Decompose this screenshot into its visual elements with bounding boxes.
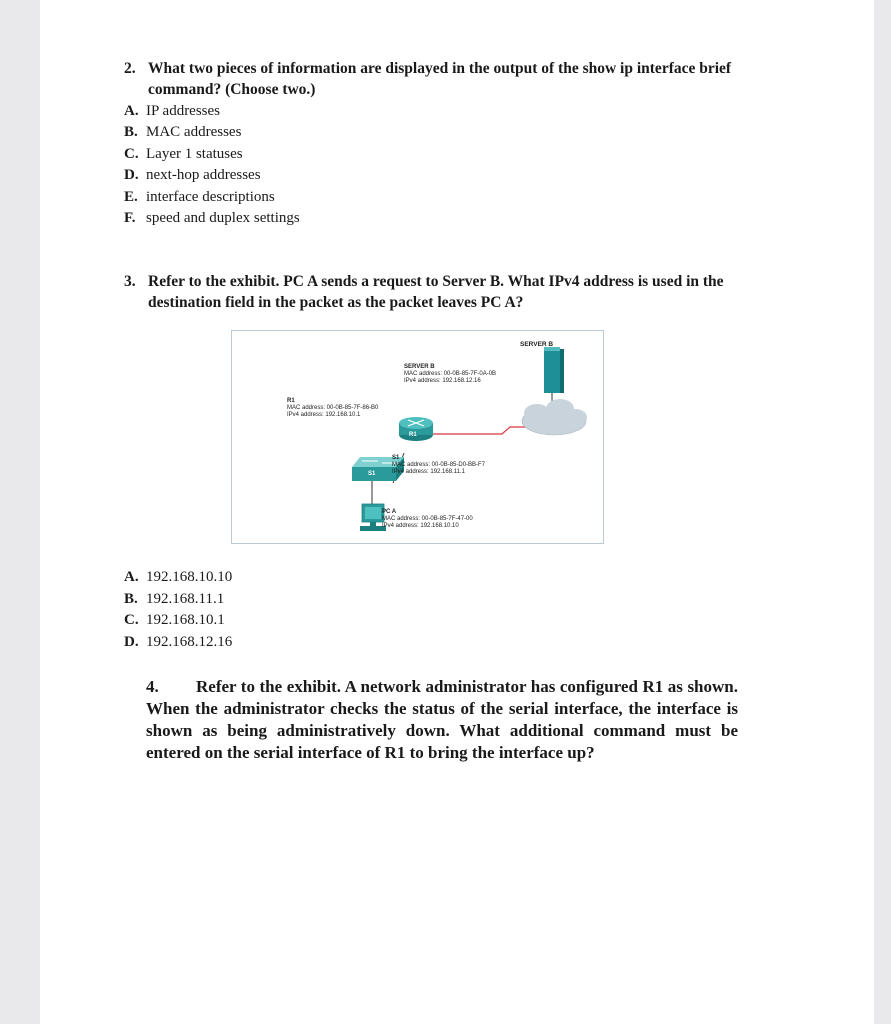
server-corner-label: SERVER B	[520, 341, 554, 348]
question-text: What two pieces of information are displayed in the output of the show ip interface brief command? (Choose two.)	[148, 60, 732, 98]
pca-mac: MAC address: 00-0B-85-7F-47-00	[382, 516, 473, 522]
r1-mac: MAC address: 00-0B-85-7F-86-B0	[287, 405, 379, 411]
option-text: 192.168.10.10	[146, 569, 233, 585]
option-letter: C.	[124, 612, 139, 628]
option-text: interface descriptions	[146, 189, 275, 205]
network-exhibit	[231, 330, 604, 544]
q3-option-b	[124, 589, 224, 610]
s1-icon-label: S1	[368, 471, 376, 477]
q2-option-c	[124, 144, 243, 165]
q2-option-e	[124, 187, 275, 208]
option-letter: E.	[124, 189, 138, 205]
q3-option-d	[124, 632, 232, 653]
q3-option-c	[124, 610, 225, 631]
question-text: Refer to the exhibit. A network administrator has configured R1 as shown. When the administrator checks the status of the serial interface, the interface is shown as being administratively down. What additional command must be entered on the serial interface of R1 to bring the interface up?	[146, 677, 738, 762]
q2-option-a	[124, 101, 220, 122]
question-number: 2.	[124, 60, 136, 77]
s1-info	[392, 455, 485, 476]
server-name: SERVER B	[404, 364, 435, 370]
r1-ip: IPv4 address: 192.168.10.1	[287, 412, 361, 418]
option-text: speed and duplex settings	[146, 210, 300, 226]
q2-option-f	[124, 208, 300, 229]
server-info	[404, 364, 496, 385]
option-letter: D.	[124, 634, 139, 650]
option-text: MAC addresses	[146, 124, 242, 140]
server-icon	[544, 347, 564, 393]
r1-icon-label: R1	[409, 432, 417, 438]
question-number: 4.	[146, 677, 159, 696]
option-letter: A.	[124, 569, 139, 585]
q2-option-d	[124, 165, 261, 186]
pca-info	[382, 509, 473, 530]
question-4	[146, 676, 738, 764]
link-r1-cloud	[433, 427, 527, 434]
r1-name: R1	[287, 398, 295, 404]
option-text: 192.168.11.1	[146, 591, 225, 607]
s1-name: S1	[392, 455, 400, 461]
s1-ip: IPv4 address: 192.168.11.1	[392, 469, 465, 475]
option-text: 192.168.10.1	[146, 612, 225, 628]
pca-name: PC A	[382, 509, 397, 515]
option-letter: F.	[124, 210, 136, 226]
s1-mac: MAC address: 00-0B-85-D0-BB-F7	[392, 462, 486, 468]
option-letter: C.	[124, 146, 139, 162]
option-letter: D.	[124, 167, 139, 183]
option-letter: B.	[124, 591, 138, 607]
cloud-icon	[522, 399, 587, 435]
r1-info	[287, 398, 378, 419]
question-number: 3.	[124, 273, 136, 290]
question-text: Refer to the exhibit. PC A sends a request to Server B. What IPv4 address is used in the destination field in the packet as the packet leaves PC A?	[148, 273, 724, 311]
option-text: Layer 1 statuses	[146, 146, 243, 162]
q3-option-a	[124, 567, 232, 588]
q2-option-b	[124, 122, 241, 143]
option-text: IP addresses	[146, 103, 221, 119]
option-letter: A.	[124, 103, 139, 119]
option-text: 192.168.12.16	[146, 634, 233, 650]
server-mac: MAC address: 00-0B-85-7F-0A-0B	[404, 371, 497, 377]
pca-ip: IPv4 address: 192.168.10.10	[382, 523, 459, 529]
server-ip: IPv4 address: 192.168.12.16	[404, 378, 481, 384]
option-letter: B.	[124, 124, 138, 140]
option-text: next-hop addresses	[146, 167, 261, 183]
